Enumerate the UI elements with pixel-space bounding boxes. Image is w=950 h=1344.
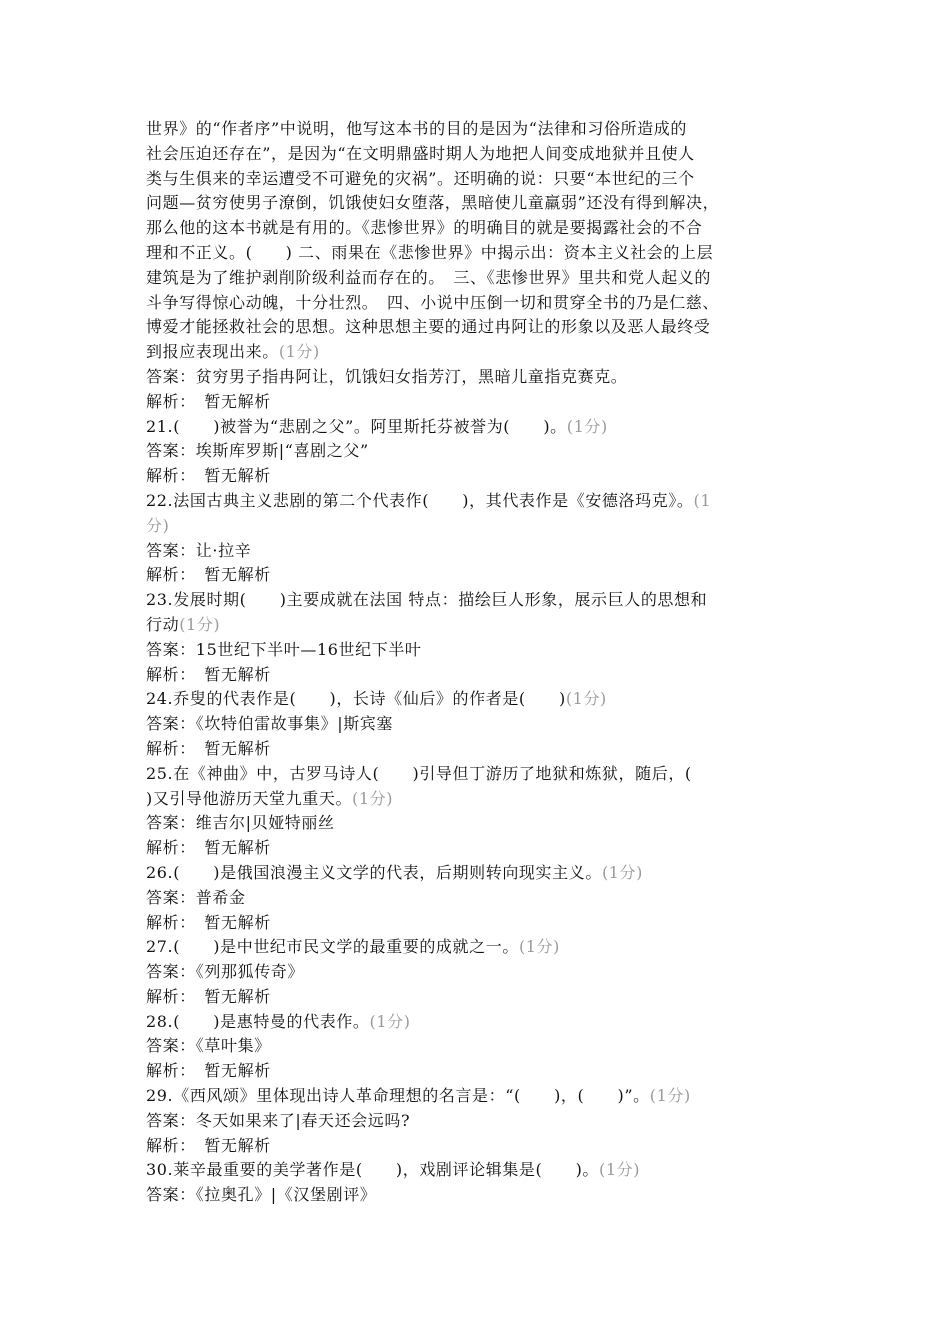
answer-line: 答案：维吉尔|贝娅特丽丝 [146,813,335,833]
question-text: 28.( )是惠特曼的代表作。(1分) [146,1011,411,1031]
question-text: )又引导他游历天堂九重天。(1分) [146,788,394,808]
analysis-line: 解析： 暂无解析 [146,1135,271,1155]
answer-line: 答案：《坎特伯雷故事集》|斯宾塞 [146,714,393,734]
question-text: 30.莱辛最重要的美学著作是( )，戏剧评论辑集是( )。(1分) [146,1160,641,1180]
analysis-line: 解析： 暂无解析 [146,664,271,684]
score-label: 分) [146,515,170,535]
score-label: (1分) [179,614,221,634]
text-line: 到报应表现出来。(1分) [146,342,320,362]
question-text: 23.发展时期( )主要成就在法国 特点：描绘巨人形象，展示巨人的思想和 [146,590,708,610]
question-text: 行动(1分) [146,614,221,634]
answer-line: 答案：《列那狐传奇》 [146,962,305,982]
analysis-line: 解析： 暂无解析 [146,838,271,858]
score-label: (1分) [566,416,608,436]
analysis-line: 解析： 暂无解析 [146,738,271,758]
text-line: 斗争写得惊心动魄，十分壮烈。 四、小说中压倒一切和贯穿全书的乃是仁慈、 [146,292,720,312]
question-text: 24.乔叟的代表作是( )，长诗《仙后》的作者是( )(1分) [146,689,607,709]
answer-line: 答案：冬天如果来了|春天还会远吗? [146,1110,411,1130]
answer-line: 答案：贫穷男子指冉阿让，饥饿妇女指芳汀，黑暗儿童指克赛克。 [146,366,628,386]
text-line: 类与生俱来的幸运遭受不可避免的灾祸”。还明确的说：只要“本世纪的三个 [146,168,695,188]
text-line: 问题—贫穷使男子潦倒，饥饿使妇女堕落，黑暗使儿童羸弱”还没有得到解决， [146,193,720,213]
score-label: (1 [693,490,712,510]
question-21 [146,415,812,489]
score-label: (1分) [599,1160,641,1180]
question-27 [146,935,812,1009]
question-text: 29.《西风颂》里体现出诗人革命理想的名言是：“( )，( )”。(1分) [146,1086,691,1106]
analysis-line: 解析： 暂无解析 [146,565,271,585]
analysis-line: 解析： 暂无解析 [146,1061,271,1081]
question-25 [146,762,812,861]
question-text: 25.在《神曲》中，古罗马诗人( )引导但丁游历了地狱和炼狱，随后，( [146,763,692,783]
question-28 [146,1010,812,1084]
analysis-line: 解析： 暂无解析 [146,391,271,411]
question-text: 27.( )是中世纪市民文学的最重要的成就之一。(1分) [146,937,561,957]
score-label: (1分) [369,1011,411,1031]
text-line: 理和不正义。( ) 二、雨果在《悲惨世界》中揭示出：资本主义社会的上层 [146,242,714,262]
question-22 [146,489,812,588]
question-text: 22.法国古典主义悲剧的第二个代表作( )，其代表作是《安德洛玛克》。(1 [146,490,712,510]
question-24 [146,687,812,761]
text-line: 建筑是为了维护剥削阶级利益而存在的。 三、《悲惨世界》里共和党人起义的 [146,267,712,287]
document-body [146,117,812,1208]
answer-line: 答案：15世纪下半叶—16世纪下半叶 [146,639,422,659]
text-line: 社会压迫还存在”，是因为“在文明鼎盛时期人为地把人间变成地狱并且使人 [146,143,695,163]
question-text: 21.( )被誉为“悲剧之父”。阿里斯托芬被誉为( )。(1分) [146,416,608,436]
question-text: 26.( )是俄国浪漫主义文学的代表，后期则转向现实主义。(1分) [146,862,644,882]
answer-line: 答案：《拉奥孔》|《汉堡剧评》 [146,1185,377,1205]
answer-line: 答案：普希金 [146,887,246,907]
question-30 [146,1158,812,1208]
score-label: (1分) [649,1086,691,1106]
question-23 [146,588,812,687]
score-label: (1分) [601,862,644,882]
analysis-line: 解析： 暂无解析 [146,912,271,932]
score-label: (1分) [518,937,561,957]
answer-line: 答案：埃斯库罗斯|“喜剧之父” [146,441,369,461]
score-label: (1分) [278,342,320,362]
question-26 [146,861,812,935]
intro-block [146,117,812,415]
question-text [146,514,812,539]
analysis-line: 解析： 暂无解析 [146,986,271,1006]
text-line: 世界》的“作者序”中说明，他写这本书的目的是因为“法律和习俗所造成的 [146,119,687,138]
question-29 [146,1084,812,1158]
text-line: 那么他的这本书就是有用的。《悲惨世界》的明确目的就是要揭露社会的不合 [146,218,703,238]
answer-line: 答案：《草叶集》 [146,1036,271,1056]
analysis-line: 解析： 暂无解析 [146,466,271,486]
score-label: (1分) [352,788,394,808]
answer-line: 答案：让·拉辛 [146,540,252,560]
text-line: 博爱才能拯救社会的思想。这种思想主要的通过冉阿让的形象以及恶人最终受 [146,317,711,337]
score-label: (1分) [565,689,607,709]
